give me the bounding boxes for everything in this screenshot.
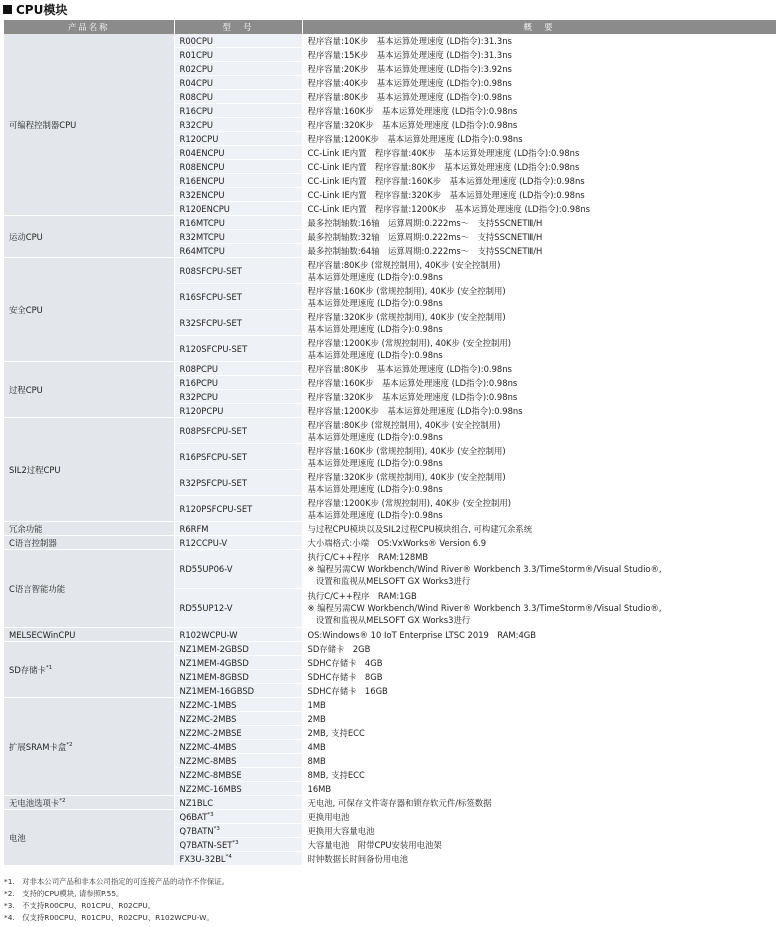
category-name: 可编程控制器CPU	[9, 119, 77, 130]
model-cell	[174, 118, 302, 132]
overview-cell	[302, 670, 776, 684]
overview-line: 基本运算处理速度 (LD指令):0.98ns	[307, 271, 443, 282]
overview-cell	[302, 336, 776, 362]
overview-line: 程序容量:80K步 (常规控制用), 40K步 (安全控制用)	[307, 419, 501, 430]
category-name: SIL2过程CPU	[9, 464, 61, 475]
model-cell	[174, 782, 302, 796]
overview-cell	[302, 642, 776, 656]
overview-cell	[302, 202, 776, 216]
model-name: R120PSFCPU-SET	[179, 503, 253, 514]
overview-cell	[302, 390, 776, 404]
overview-cell	[302, 418, 776, 444]
cpu-module-table	[4, 20, 777, 866]
overview-cell	[302, 838, 776, 852]
overview-line: 程序容量:320K步 基本运算处理速度 (LD指令):0.98ns	[307, 119, 518, 130]
model-name: NZ2MC-8MBSE	[179, 769, 242, 780]
overview-line: 基本运算处理速度 (LD指令):0.98ns	[307, 431, 443, 442]
model-name: NZ1MEM-16GBSD	[179, 685, 255, 696]
overview-cell	[302, 536, 776, 550]
model-cell	[174, 810, 302, 824]
model-name: NZ2MC-8MBS	[179, 755, 237, 766]
table-row	[4, 628, 776, 642]
model-cell	[174, 48, 302, 62]
model-cell	[174, 104, 302, 118]
model-name: NZ2MC-2MBS	[179, 713, 237, 724]
model-cell	[174, 642, 302, 656]
model-name: R16PSFCPU-SET	[179, 451, 247, 462]
model-cell	[174, 62, 302, 76]
model-cell	[174, 768, 302, 782]
overview-line: 无电池, 可保存文件寄存器和锁存软元件/标签数据	[307, 797, 492, 808]
overview-cell	[302, 216, 776, 230]
model-name: R16PCPU	[179, 377, 219, 388]
overview-line: 执行C/C++程序 RAM:128MB	[307, 552, 429, 562]
table-row	[4, 796, 776, 810]
model-name: R120CPU	[179, 133, 219, 144]
model-cell	[174, 404, 302, 418]
overview-line: 基本运算处理速度 (LD指令):0.98ns	[307, 483, 443, 494]
model-name: R32ENCPU	[179, 189, 225, 200]
model-cell	[174, 656, 302, 670]
overview-cell	[302, 376, 776, 390]
overview-cell	[302, 34, 776, 48]
overview-line: 设置和监视从MELSOFT GX Works3进行	[307, 615, 471, 625]
overview-cell	[302, 550, 776, 589]
model-cell	[174, 418, 302, 444]
model-cell	[174, 838, 302, 852]
overview-cell	[302, 310, 776, 336]
overview-line: CC-Link IE内置 程序容量:40K步 基本运算处理速度 (LD指令):0.98ns	[307, 147, 580, 158]
model-cell	[174, 284, 302, 310]
overview-line: 程序容量:1200K步 基本运算处理速度 (LD指令):0.98ns	[307, 133, 523, 144]
model-cell	[174, 684, 302, 698]
overview-line: 程序容量:160K步 (常规控制用), 40K步 (安全控制用)	[307, 445, 506, 456]
overview-line: CC-Link IE内置 程序容量:1200K步 基本运算处理速度 (LD指令):0.98ns	[307, 203, 590, 214]
model-cell	[174, 188, 302, 202]
category-name: 电池	[9, 832, 26, 843]
overview-cell	[302, 698, 776, 712]
category-name: 过程CPU	[9, 384, 43, 395]
model-cell	[174, 376, 302, 390]
overview-cell	[302, 104, 776, 118]
category-cell	[4, 698, 174, 796]
overview-line: 2MB, 支持ECC	[307, 727, 365, 738]
overview-line: 与过程CPU模块以及SIL2过程CPU模块组合, 可构建冗余系统	[307, 523, 533, 534]
overview-cell	[302, 852, 776, 866]
overview-line: 执行C/C++程序 RAM:1GB	[307, 591, 417, 601]
model-name: NZ1MEM-2GBSD	[179, 643, 249, 654]
model-cell	[174, 258, 302, 284]
footnote: *2. 支持的CPU模块, 请参照P.55。	[4, 889, 124, 898]
model-name: R08CPU	[179, 91, 214, 102]
model-cell	[174, 522, 302, 536]
footnote-ref: *2	[59, 797, 66, 804]
overview-line: 程序容量:320K步 (常规控制用), 40K步 (安全控制用)	[307, 471, 506, 482]
model-cell	[174, 390, 302, 404]
model-name: R08PSFCPU-SET	[179, 425, 247, 436]
model-cell	[174, 310, 302, 336]
model-cell	[174, 336, 302, 362]
model-name: R12CCPU-V	[179, 537, 228, 548]
overview-cell	[302, 712, 776, 726]
model-cell	[174, 824, 302, 838]
category-name: 扩展SRAM卡盒	[9, 741, 67, 752]
overview-cell	[302, 444, 776, 470]
overview-cell	[302, 362, 776, 376]
model-cell	[174, 230, 302, 244]
overview-line: 程序容量:320K步 基本运算处理速度 (LD指令):0.98ns	[307, 391, 518, 402]
model-name: NZ1MEM-8GBSD	[179, 671, 249, 682]
category-cell	[4, 550, 174, 628]
model-cell	[174, 244, 302, 258]
overview-cell	[302, 284, 776, 310]
overview-cell	[302, 48, 776, 62]
model-name: R6RFM	[179, 523, 209, 534]
model-cell	[174, 628, 302, 642]
model-name: NZ1BLC	[179, 797, 214, 808]
model-cell	[174, 589, 302, 628]
model-name: R04CPU	[179, 77, 214, 88]
table-row	[4, 216, 776, 230]
model-cell	[174, 76, 302, 90]
category-cell	[4, 642, 174, 698]
footnote: *3. 不支持R00CPU、R01CPU、R02CPU。	[4, 901, 156, 910]
model-name: R08ENCPU	[179, 161, 225, 172]
overview-line: 基本运算处理速度 (LD指令):0.98ns	[307, 297, 443, 308]
model-cell	[174, 712, 302, 726]
category-cell	[4, 216, 174, 258]
model-name: R16SFCPU-SET	[179, 291, 242, 302]
model-name: R01CPU	[179, 49, 214, 60]
model-name: R08PCPU	[179, 363, 219, 374]
category-cell	[4, 796, 174, 810]
model-name: R04ENCPU	[179, 147, 225, 158]
overview-line: 设置和监视从MELSOFT GX Works3进行	[307, 576, 471, 586]
overview-line: 1MB	[307, 699, 326, 710]
category-name: 运动CPU	[9, 231, 43, 242]
overview-line: SDHC存储卡 4GB	[307, 657, 383, 668]
overview-line: 最多控制轴数:16轴 运算周期:0.222ms～ 支持SSCNETⅢ/H	[307, 217, 543, 228]
model-name: R16CPU	[179, 105, 214, 116]
table-row	[4, 418, 776, 444]
overview-line: CC-Link IE内置 程序容量:160K步 基本运算处理速度 (LD指令):0.98ns	[307, 175, 585, 186]
overview-line: 最多控制轴数:32轴 运算周期:0.222ms～ 支持SSCNETⅢ/H	[307, 231, 543, 242]
model-cell	[174, 174, 302, 188]
model-cell	[174, 216, 302, 230]
category-cell	[4, 258, 174, 362]
model-cell	[174, 470, 302, 496]
overview-line: 基本运算处理速度 (LD指令):0.98ns	[307, 509, 443, 520]
category-cell	[4, 34, 174, 216]
footnote-ref: *4	[225, 853, 232, 860]
overview-cell	[302, 62, 776, 76]
model-name: R32CPU	[179, 119, 214, 130]
category-cell	[4, 810, 174, 866]
overview-line: CC-Link IE内置 程序容量:320K步 基本运算处理速度 (LD指令):0.98ns	[307, 189, 585, 200]
overview-cell	[302, 768, 776, 782]
table-row	[4, 642, 776, 656]
overview-line: 程序容量:160K步 基本运算处理速度 (LD指令):0.98ns	[307, 377, 518, 388]
overview-cell	[302, 160, 776, 174]
header-overview: 概 要	[302, 20, 776, 34]
model-name: R64MTCPU	[179, 245, 225, 256]
overview-line: 时钟数据长时间备份用电池	[307, 853, 408, 864]
overview-line: 8MB, 支持ECC	[307, 769, 365, 780]
header-category: 产品名称	[4, 20, 174, 34]
overview-cell	[302, 656, 776, 670]
model-cell	[174, 726, 302, 740]
model-cell	[174, 160, 302, 174]
model-name: R08SFCPU-SET	[179, 265, 242, 276]
model-name: Q7BATN-SET	[179, 839, 233, 850]
footnote-ref: *2	[66, 741, 73, 748]
overview-cell	[302, 628, 776, 642]
overview-line: OS:Windows® 10 IoT Enterprise LTSC 2019 RAM:4GB	[307, 629, 537, 640]
footnote: *4. 仅支持R00CPU、R01CPU、R02CPU、R102WCPU-W。	[4, 913, 214, 922]
model-cell	[174, 796, 302, 810]
overview-cell	[302, 470, 776, 496]
table-row	[4, 34, 776, 48]
model-name: R16MTCPU	[179, 217, 225, 228]
overview-line: 程序容量:80K步 (常规控制用), 40K步 (安全控制用)	[307, 259, 501, 270]
model-name: NZ1MEM-4GBSD	[179, 657, 249, 668]
overview-line: 8MB	[307, 755, 326, 766]
overview-line: ※ 编程另需CW Workbench/Wind River® Workbench 3.3/TimeStorm®/Visual Studio®,	[307, 564, 662, 574]
model-name: NZ2MC-2MBSE	[179, 727, 242, 738]
model-name: RD55UP06-V	[179, 564, 233, 574]
overview-cell	[302, 754, 776, 768]
category-cell	[4, 362, 174, 418]
model-cell	[174, 132, 302, 146]
section-title-text: CPU模块	[16, 2, 68, 17]
model-cell	[174, 852, 302, 866]
model-name: R120PCPU	[179, 405, 224, 416]
model-cell	[174, 670, 302, 684]
overview-line: 程序容量:160K步 基本运算处理速度 (LD指令):0.98ns	[307, 105, 518, 116]
overview-line: 更换用大容量电池	[307, 825, 375, 836]
model-name: Q7BATN	[179, 825, 214, 836]
model-cell	[174, 444, 302, 470]
overview-cell	[302, 132, 776, 146]
overview-line: 程序容量:320K步 (常规控制用), 40K步 (安全控制用)	[307, 311, 506, 322]
category-name: C语言控制器	[9, 537, 57, 548]
overview-cell	[302, 146, 776, 160]
footnote-ref: *3	[207, 811, 214, 818]
overview-line: 程序容量:1200K步 基本运算处理速度 (LD指令):0.98ns	[307, 405, 523, 416]
category-name: C语言智能功能	[9, 583, 66, 594]
model-name: FX3U-32BL	[179, 853, 226, 864]
table-row	[4, 522, 776, 536]
overview-cell	[302, 230, 776, 244]
square-bullet-icon	[3, 5, 12, 14]
overview-line: 程序容量:1200K步 (常规控制用), 40K步 (安全控制用)	[307, 337, 511, 348]
overview-line: 2MB	[307, 713, 326, 724]
overview-cell	[302, 404, 776, 418]
overview-cell	[302, 810, 776, 824]
footnote-ref: *1	[45, 664, 53, 671]
model-cell	[174, 362, 302, 376]
table-row	[4, 536, 776, 550]
model-name: Q6BAT	[179, 811, 208, 822]
category-name: 冗余功能	[9, 523, 43, 534]
model-cell	[174, 536, 302, 550]
model-cell	[174, 496, 302, 522]
table-row	[4, 258, 776, 284]
table-header-row	[4, 20, 776, 34]
model-name: R00CPU	[179, 35, 214, 46]
overview-line: 大小端格式:小端 OS:VxWorks® Version 6.9	[307, 537, 487, 548]
table-row	[4, 810, 776, 824]
model-cell	[174, 146, 302, 160]
model-cell	[174, 698, 302, 712]
overview-cell	[302, 258, 776, 284]
overview-cell	[302, 188, 776, 202]
model-name: NZ2MC-4MBS	[179, 741, 237, 752]
overview-line: 程序容量:160K步 (常规控制用), 40K步 (安全控制用)	[307, 285, 506, 296]
overview-line: 基本运算处理速度 (LD指令):0.98ns	[307, 349, 443, 360]
model-name: NZ2MC-1MBS	[179, 699, 237, 710]
overview-line: ※ 编程另需CW Workbench/Wind River® Workbench 3.3/TimeStorm®/Visual Studio®,	[307, 603, 662, 613]
overview-line: 程序容量:15K步 基本运算处理速度 (LD指令):31.3ns	[307, 49, 512, 60]
footnote-ref: *3	[232, 839, 239, 846]
overview-line: CC-Link IE内置 程序容量:80K步 基本运算处理速度 (LD指令):0.98ns	[307, 161, 580, 172]
overview-line: 程序容量:1200K步 (常规控制用), 40K步 (安全控制用)	[307, 497, 511, 508]
model-name: R120ENCPU	[179, 203, 230, 214]
model-name: R32PCPU	[179, 391, 219, 402]
category-name: MELSECWinCPU	[9, 629, 76, 640]
model-name: R32MTCPU	[179, 231, 225, 242]
overview-cell	[302, 174, 776, 188]
table-row	[4, 362, 776, 376]
model-name: R16ENCPU	[179, 175, 225, 186]
footnotes	[4, 876, 229, 924]
overview-cell	[302, 522, 776, 536]
overview-cell	[302, 118, 776, 132]
overview-line: 程序容量:40K步 基本运算处理速度 (LD指令):0.98ns	[307, 77, 512, 88]
model-name: NZ2MC-16MBS	[179, 783, 242, 794]
overview-cell	[302, 726, 776, 740]
overview-line: 程序容量:10K步 基本运算处理速度 (LD指令):31.3ns	[307, 35, 512, 46]
model-name: R32PSFCPU-SET	[179, 477, 247, 488]
overview-line: 4MB	[307, 741, 326, 752]
overview-line: 16MB	[307, 783, 332, 794]
overview-cell	[302, 782, 776, 796]
table-row	[4, 550, 776, 589]
overview-cell	[302, 824, 776, 838]
category-cell	[4, 418, 174, 522]
overview-line: 程序容量:80K步 基本运算处理速度 (LD指令):0.98ns	[307, 91, 512, 102]
section-title	[0, 0, 780, 17]
overview-line: 基本运算处理速度 (LD指令):0.98ns	[307, 323, 443, 334]
footnote-ref: *3	[213, 825, 220, 832]
model-cell	[174, 550, 302, 589]
overview-cell	[302, 684, 776, 698]
model-cell	[174, 202, 302, 216]
model-cell	[174, 740, 302, 754]
overview-cell	[302, 244, 776, 258]
overview-line: 大容量电池 附带CPU安装用电池架	[307, 839, 442, 850]
overview-line: 更换用电池	[307, 811, 350, 822]
category-name: 无电池选项卡	[9, 797, 60, 808]
overview-line: 最多控制轴数:64轴 运算周期:0.222ms～ 支持SSCNETⅢ/H	[307, 245, 543, 256]
category-cell	[4, 536, 174, 550]
footnote: *1. 对非本公司产品和非本公司指定的可连接产品的动作不作保证。	[4, 877, 230, 886]
overview-line: 程序容量:20K步 基本运算处理速度 (LD指令):3.92ns	[307, 63, 512, 74]
category-cell	[4, 522, 174, 536]
model-name: R102WCPU-W	[179, 629, 238, 640]
model-name: R120SFCPU-SET	[179, 343, 248, 354]
model-cell	[174, 754, 302, 768]
model-cell	[174, 90, 302, 104]
overview-cell	[302, 496, 776, 522]
overview-cell	[302, 796, 776, 810]
overview-line: 基本运算处理速度 (LD指令):0.98ns	[307, 457, 443, 468]
overview-cell	[302, 589, 776, 628]
overview-line: 程序容量:80K步 基本运算处理速度 (LD指令):0.98ns	[307, 363, 512, 374]
model-name: R02CPU	[179, 63, 214, 74]
model-cell	[174, 34, 302, 48]
overview-cell	[302, 740, 776, 754]
category-name: SD存储卡	[9, 664, 46, 675]
header-model: 型 号	[174, 20, 302, 34]
table-row	[4, 698, 776, 712]
overview-line: SDHC存储卡 16GB	[307, 685, 388, 696]
overview-line: SD存储卡 2GB	[307, 643, 371, 654]
category-cell	[4, 628, 174, 642]
category-name: 安全CPU	[9, 304, 43, 315]
overview-line: SDHC存储卡 8GB	[307, 671, 383, 682]
overview-cell	[302, 76, 776, 90]
overview-cell	[302, 90, 776, 104]
model-name: RD55UP12-V	[179, 603, 233, 613]
model-name: R32SFCPU-SET	[179, 317, 242, 328]
table-body	[4, 34, 776, 866]
